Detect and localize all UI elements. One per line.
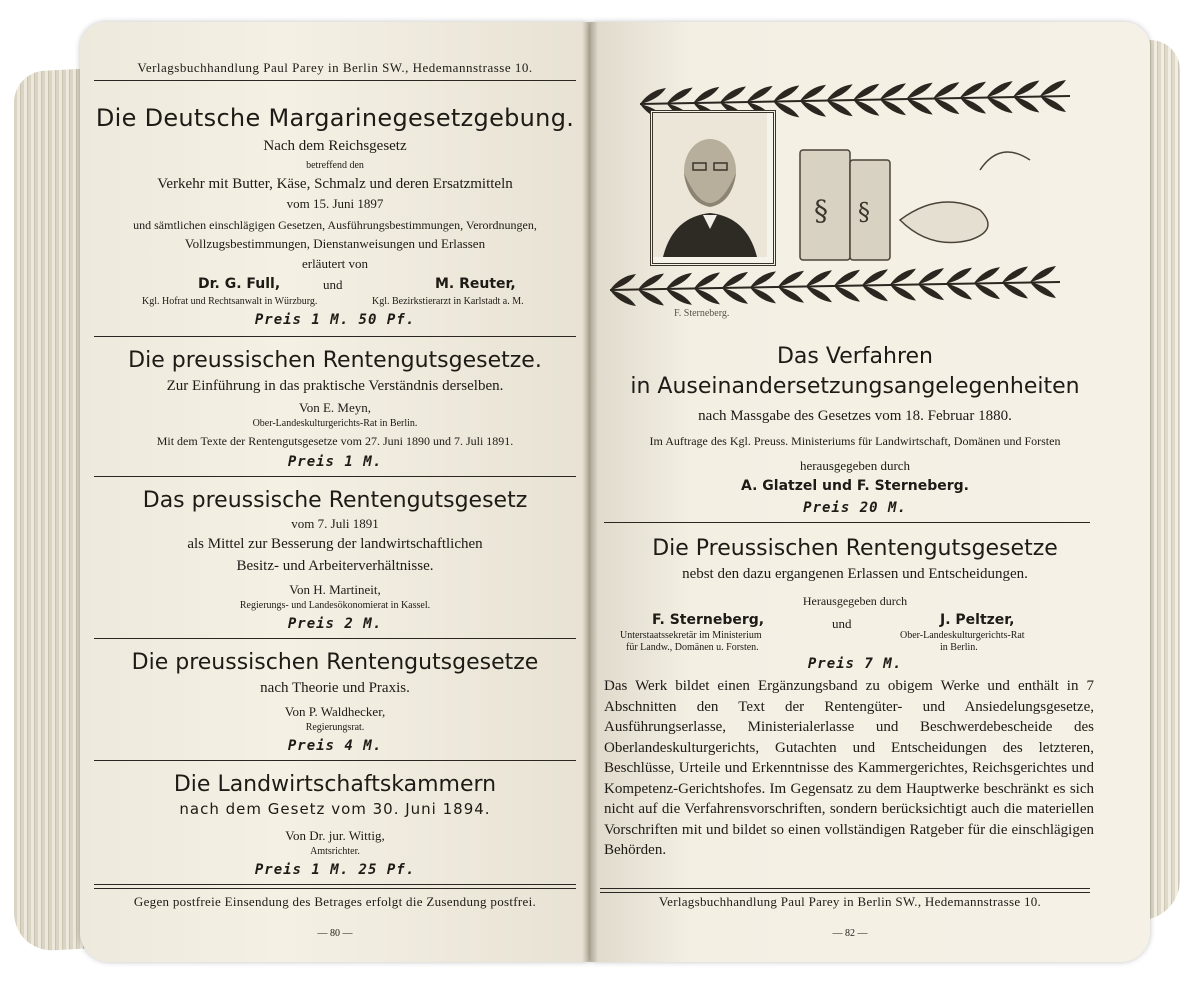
portrait-caption: F. Sterneberg. xyxy=(674,308,730,319)
ad4-line2: Von P. Waldhecker, xyxy=(284,704,386,719)
r-ad2-author1-title-b: für Landw., Domänen u. Forsten. xyxy=(626,642,759,653)
r-ad1-line3: herausgegeben durch xyxy=(799,458,911,473)
ad1-author2-title: Kgl. Bezirkstierarzt in Karlstadt a. M. xyxy=(372,296,524,307)
ad1-line7: erläutert von xyxy=(301,256,369,271)
svg-text:§: § xyxy=(814,194,828,227)
ad3-line2: als Mittel zur Besserung der landwirtschaftlichen xyxy=(187,536,483,552)
ad2-line3: Ober-Landeskulturgerichts-Rat in Berlin. xyxy=(252,418,418,429)
ad3-line5: Regierungs- und Landesökonomierat in Kassel. xyxy=(239,600,431,611)
ad4-line1: nach Theorie und Praxis. xyxy=(260,680,410,696)
ad3-price: Preis 2 M. xyxy=(287,616,383,632)
ad1-author1: Dr. G. Full, xyxy=(198,276,281,292)
ad1-line1: Nach dem Reichsgesetz xyxy=(263,138,407,154)
ad5-line3: Amtsrichter. xyxy=(310,846,360,857)
book-gutter xyxy=(582,22,598,962)
portrait-image xyxy=(650,110,776,266)
ad1-author1-title: Kgl. Hofrat und Rechtsanwalt in Würzburg. xyxy=(142,296,318,307)
right-page-number: — 82 — xyxy=(832,928,868,939)
r-ad2-author2-title-b: in Berlin. xyxy=(940,642,978,653)
r-ad2-title: Die Preussischen Rentengutsgesetze xyxy=(652,536,1058,561)
ad1-line2: betreffend den xyxy=(306,160,364,171)
ad1-price: Preis 1 M. 50 Pf. xyxy=(254,312,416,328)
left-footer: Gegen postfreie Einsendung des Betrages erfolgt die Zusendung postfrei. xyxy=(133,894,537,909)
ad2-title: Die preussischen Rentengutsgesetze. xyxy=(128,348,542,373)
r-ad2-author2-title-a: Ober-Landeskulturgerichts-Rat xyxy=(900,630,1025,641)
r-ad2-line1: nebst den dazu ergangenen Erlassen und Entscheidungen. xyxy=(682,566,1028,582)
r-ad2-and: und xyxy=(832,616,852,631)
header-rule xyxy=(94,80,576,81)
ad5-line2: Von Dr. jur. Wittig, xyxy=(285,828,385,843)
ad3-line4: Von H. Martineit, xyxy=(289,582,381,597)
r-ad1-title1: Das Verfahren xyxy=(776,344,933,369)
svg-text:§: § xyxy=(858,198,870,226)
ad1-line6: Vollzugsbestimmungen, Dienstanweisungen und Erlassen xyxy=(184,236,486,251)
r-ad2-line2: Herausgegeben durch xyxy=(802,594,908,608)
ad1-title: Die Deutsche Margarinegesetzgebung. xyxy=(95,104,575,132)
ad2-line2: Von E. Meyn, xyxy=(299,400,371,415)
ad5-price: Preis 1 M. 25 Pf. xyxy=(254,862,416,878)
ad5-title: Die Landwirtschaftskammern xyxy=(173,772,497,797)
ad4-line3: Regierungsrat. xyxy=(305,722,365,733)
divider xyxy=(94,638,576,639)
ad2-price: Preis 1 M. xyxy=(287,454,383,470)
ad1-line5: und sämtlichen einschlägigen Gesetzen, Ausführungsbestimmungen, Verordnungen, xyxy=(133,218,537,232)
ad4-price: Preis 4 M. xyxy=(287,738,383,754)
footer-rule xyxy=(94,884,576,889)
right-footer: Verlagsbuchhandlung Paul Parey in Berlin SW., Hedemannstrasse 10. xyxy=(658,894,1042,909)
r-ad2-body: Das Werk bildet einen Ergänzungsband zu obigem Werke und enthält in 7 Abschnitten den Text der Rentengüter- und Ansiedelungsgesetze, Ausführungserlasse, Ministerialerlasse und Beschwerdebescheide des Oberlandeskulturgerichts, Gutachten und Entscheidungen des letzteren, Beschlüsse, Urteile und Erkenntnisse des Kammergerichtes, Reichsgerichtes und Kompetenz-Gerichtshofes. Im Gegensatz zu dem Hauptwerke beschränkt es sich nicht auf die Verfahrensvorschriften, sondern berücksichtigt auch die materiellen Vorschriften mit und bildet so einen vollständigen Ratgeber für die einschlägigen Behörden. xyxy=(604,678,1094,858)
r-ad1-title2: in Auseinandersetzungsangelegenheiten xyxy=(630,374,1080,399)
left-page xyxy=(80,22,590,962)
r-ad2-author1: F. Sterneberg, xyxy=(652,612,765,628)
ad2-line1: Zur Einführung in das praktische Verständnis derselben. xyxy=(166,378,504,394)
r-ad2-author2: J. Peltzer, xyxy=(940,612,1015,628)
r-ad2-author1-title-a: Unterstaatssekretär im Ministerium xyxy=(620,630,762,641)
ad1-and: und xyxy=(323,277,343,292)
divider xyxy=(604,522,1090,523)
ad1-author2: M. Reuter, xyxy=(435,276,516,292)
ad3-line1: vom 7. Juli 1891 xyxy=(291,516,379,531)
ad2-line4: Mit dem Texte der Rentengutsgesetze vom 27. Juni 1890 und 7. Juli 1891. xyxy=(156,434,514,448)
r-ad1-line1: nach Massgabe des Gesetzes vom 18. Februar 1880. xyxy=(698,408,1012,424)
divider xyxy=(94,760,576,761)
r-ad1-price: Preis 20 M. xyxy=(803,500,907,516)
ad5-line1: nach dem Gesetz vom 30. Juni 1894. xyxy=(179,800,491,818)
right-page xyxy=(590,22,1150,962)
divider xyxy=(94,476,576,477)
ad1-line3: Verkehr mit Butter, Käse, Schmalz und deren Ersatzmitteln xyxy=(157,176,513,192)
ad1-line4: vom 15. Juni 1897 xyxy=(286,196,384,211)
ad3-line3: Besitz- und Arbeiterverhältnisse. xyxy=(236,558,434,574)
ad3-title: Das preussische Rentengutsgesetz xyxy=(142,488,528,513)
left-header: Verlagsbuchhandlung Paul Parey in Berlin SW., Hedemannstrasse 10. xyxy=(137,60,533,75)
ad4-title: Die preussischen Rentengutsgesetze xyxy=(131,650,539,675)
divider xyxy=(94,336,576,337)
footer-rule xyxy=(600,888,1090,893)
left-page-number: — 80 — xyxy=(317,928,353,939)
r-ad1-line2: Im Auftrage des Kgl. Preuss. Ministeriums für Landwirtschaft, Domänen und Forsten xyxy=(649,434,1061,448)
r-ad1-authors: A. Glatzel und F. Sterneberg. xyxy=(741,478,969,494)
r-ad2-price: Preis 7 M. xyxy=(807,656,903,672)
